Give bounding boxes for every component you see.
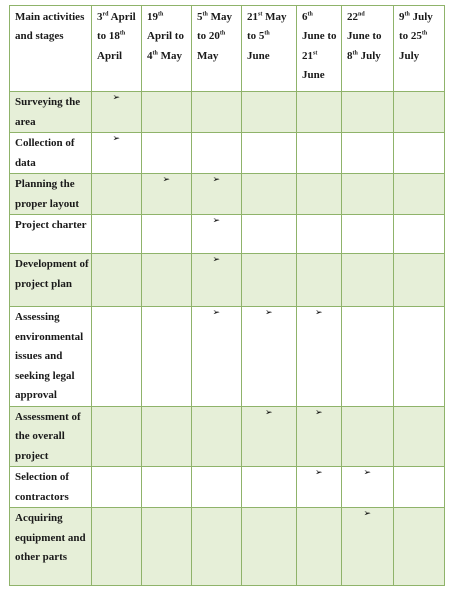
period-text: April to 18	[97, 11, 136, 43]
schedule-cell	[92, 133, 142, 174]
activity-label: Assessment of the overall project	[10, 406, 92, 467]
schedule-cell	[297, 254, 342, 307]
arrow-bullet-icon: ➢	[212, 307, 221, 317]
schedule-table	[9, 5, 445, 586]
schedule-cell	[142, 92, 192, 133]
schedule-cell	[297, 215, 342, 254]
period-text: May to 20	[197, 11, 232, 43]
period-text: April to 4	[147, 30, 184, 62]
schedule-cell	[192, 508, 242, 586]
arrow-bullet-icon: ➢	[112, 133, 121, 143]
activity-row	[10, 406, 445, 467]
activity-row	[10, 174, 445, 215]
schedule-cell	[92, 215, 142, 254]
header-period	[297, 6, 342, 92]
arrow-bullet-icon: ➢	[112, 92, 121, 102]
schedule-cell	[192, 406, 242, 467]
activity-label: Surveying the area	[10, 92, 92, 133]
period-text: June to 21	[302, 30, 337, 62]
period-text: 19	[147, 11, 158, 23]
header-period	[92, 6, 142, 92]
schedule-cell	[242, 307, 297, 407]
schedule-cell	[297, 406, 342, 467]
arrow-bullet-icon: ➢	[212, 174, 221, 184]
schedule-cell	[342, 215, 394, 254]
header-period	[394, 6, 445, 92]
arrow-bullet-icon: ➢	[315, 467, 323, 477]
arrow-bullet-icon: ➢	[315, 406, 323, 417]
period-text: June	[247, 49, 270, 62]
arrow-bullet-icon: ➢	[212, 254, 221, 264]
activity-row	[10, 133, 445, 174]
schedule-cell	[242, 92, 297, 133]
period-text: July to 25	[399, 11, 433, 43]
schedule-cell	[92, 307, 142, 407]
schedule-cell	[142, 133, 192, 174]
period-text: June to 8	[347, 30, 382, 62]
activity-label: Project charter	[10, 215, 92, 254]
schedule-cell	[242, 215, 297, 254]
ordinal-suffix: th	[202, 11, 208, 18]
schedule-cell	[297, 467, 342, 508]
schedule-cell	[394, 133, 445, 174]
schedule-cell	[297, 92, 342, 133]
period-text: 6	[302, 11, 308, 23]
ordinal-suffix: th	[264, 30, 270, 37]
schedule-cell	[342, 406, 394, 467]
schedule-cell	[394, 174, 445, 215]
schedule-cell	[142, 508, 192, 586]
ordinal-suffix: rd	[102, 11, 109, 18]
ordinal-suffix: th	[421, 30, 428, 37]
header-period	[242, 6, 297, 92]
schedule-cell	[142, 307, 192, 407]
schedule-cell	[142, 215, 192, 254]
schedule-cell	[297, 133, 342, 174]
header-period	[342, 6, 394, 92]
arrow-bullet-icon: ➢	[212, 215, 221, 225]
schedule-cell	[342, 133, 394, 174]
schedule-cell	[142, 254, 192, 307]
schedule-cell	[92, 467, 142, 508]
schedule-cell	[342, 307, 394, 407]
schedule-cell	[297, 174, 342, 215]
period-text: 5	[197, 11, 203, 23]
ordinal-suffix: st	[313, 49, 318, 56]
schedule-cell	[192, 92, 242, 133]
schedule-cell	[192, 174, 242, 215]
schedule-cell	[92, 406, 142, 467]
activity-label: Selection of contractors	[10, 467, 92, 508]
schedule-cell	[192, 467, 242, 508]
schedule-cell	[342, 508, 394, 586]
schedule-cell	[92, 254, 142, 307]
ordinal-suffix: th	[307, 11, 313, 18]
ordinal-suffix: th	[119, 30, 126, 37]
schedule-cell	[394, 508, 445, 586]
schedule-cell	[342, 92, 394, 133]
period-text: May	[197, 49, 219, 62]
schedule-cell	[192, 133, 242, 174]
activity-label: Planning the proper layout	[10, 174, 92, 215]
ordinal-suffix: nd	[358, 11, 365, 18]
period-text: July	[357, 49, 381, 62]
activity-row	[10, 254, 445, 307]
header-activities: Main activities and stages	[10, 6, 92, 92]
schedule-cell	[342, 174, 394, 215]
header-period	[192, 6, 242, 92]
arrow-bullet-icon: ➢	[162, 174, 171, 184]
schedule-cell	[242, 133, 297, 174]
schedule-cell	[242, 467, 297, 508]
schedule-cell	[297, 508, 342, 586]
schedule-cell	[342, 467, 394, 508]
period-text: April	[97, 49, 123, 62]
schedule-cell	[242, 406, 297, 467]
schedule-cell	[394, 215, 445, 254]
schedule-cell	[192, 307, 242, 407]
schedule-cell	[92, 174, 142, 215]
period-text: 3	[97, 11, 103, 23]
schedule-cell	[142, 467, 192, 508]
ordinal-suffix: th	[152, 49, 158, 56]
activity-row	[10, 215, 445, 254]
ordinal-suffix: st	[258, 11, 263, 18]
header-row	[10, 6, 445, 92]
ordinal-suffix: th	[219, 30, 226, 37]
period-text: 22	[347, 11, 358, 23]
schedule-cell	[192, 215, 242, 254]
schedule-cell	[92, 508, 142, 586]
activity-row	[10, 467, 445, 508]
schedule-cell	[297, 307, 342, 407]
schedule-cell	[394, 92, 445, 133]
activity-row	[10, 508, 445, 586]
schedule-cell	[394, 467, 445, 508]
schedule-cell	[394, 307, 445, 407]
schedule-cell	[342, 254, 394, 307]
arrow-bullet-icon: ➢	[265, 406, 273, 417]
arrow-bullet-icon: ➢	[363, 508, 372, 518]
period-text: 9	[399, 11, 405, 23]
schedule-cell	[92, 92, 142, 133]
schedule-cell	[142, 406, 192, 467]
activity-label: Collection of data	[10, 133, 92, 174]
ordinal-suffix: th	[404, 11, 410, 18]
schedule-cell	[394, 254, 445, 307]
activity-row	[10, 92, 445, 133]
period-text: May to 5	[247, 11, 287, 43]
period-text: 21	[247, 11, 258, 23]
arrow-bullet-icon: ➢	[265, 307, 273, 317]
arrow-bullet-icon: ➢	[315, 307, 323, 317]
activity-row	[10, 307, 445, 407]
schedule-cell	[242, 174, 297, 215]
schedule-cell	[142, 174, 192, 215]
schedule-cell	[242, 508, 297, 586]
period-text: July	[399, 49, 420, 62]
arrow-bullet-icon: ➢	[363, 467, 372, 477]
period-text: May	[157, 49, 182, 62]
activity-label: Acquiring equipment and other parts	[10, 508, 92, 586]
header-period	[142, 6, 192, 92]
schedule-cell	[242, 254, 297, 307]
schedule-cell	[394, 406, 445, 467]
ordinal-suffix: th	[158, 11, 164, 18]
ordinal-suffix: th	[352, 49, 358, 56]
period-text: June	[302, 68, 325, 81]
schedule-cell	[192, 254, 242, 307]
activity-label: Development of project plan	[10, 254, 92, 307]
activity-label: Assessing environmental issues and seeking legal approval	[10, 307, 92, 407]
